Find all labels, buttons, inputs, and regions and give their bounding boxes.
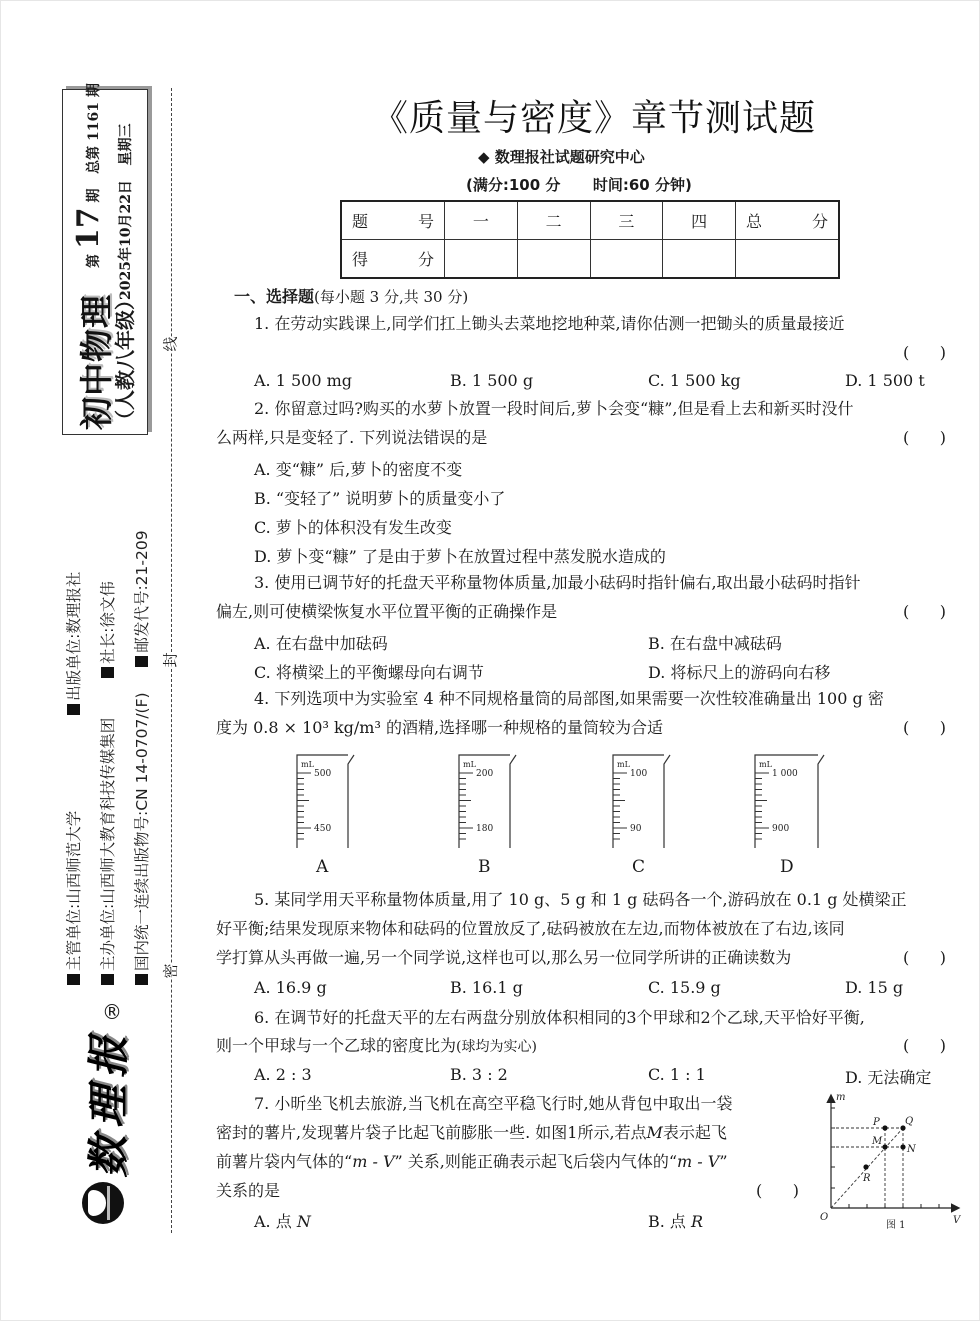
q7-option-b xyxy=(648,1209,703,1232)
question-5-line-3: 学打算从头再做一遍,另一个同学说,这样也可以,那么另一位同学所讲的正确读数为 xyxy=(216,948,792,967)
q5-option-b: B. 16.1 g xyxy=(450,978,523,997)
point-p xyxy=(882,1125,887,1130)
answer-blank-q5[interactable]: ( ) xyxy=(903,948,946,967)
info-column-1 xyxy=(62,572,84,985)
exam-time: 时间:60 分钟) xyxy=(592,176,692,194)
scale-top-value: 100 xyxy=(630,769,648,779)
info-postal-code: 邮发代号:21-209 xyxy=(133,530,151,653)
score-cell-part-1[interactable] xyxy=(445,240,518,279)
q6-option-d: D. 无法确定 xyxy=(845,1068,932,1087)
q1-option-a: A. 1 500 mg xyxy=(254,371,353,390)
q6-option-b: B. 3 : 2 xyxy=(450,1065,508,1084)
masthead-date xyxy=(115,123,135,300)
unit-label: mL xyxy=(301,760,314,769)
cylinder-a xyxy=(296,750,376,850)
label-char: 总 xyxy=(746,212,763,231)
masthead-issue xyxy=(71,83,106,268)
cylinder-d xyxy=(754,750,834,850)
scale-top-value: 1 000 xyxy=(772,769,798,779)
answer-blank-q7[interactable]: ( ) xyxy=(756,1181,799,1200)
label-char: 得 xyxy=(352,250,369,269)
label-n: N xyxy=(907,1144,916,1155)
cylinder-label-b: B xyxy=(478,857,491,877)
masthead-grade: （人教八年级） xyxy=(113,290,137,430)
label-char: 题 xyxy=(352,212,369,231)
cylinder-label-d: D xyxy=(780,857,794,877)
answer-blank-q2[interactable]: ( ) xyxy=(903,428,946,447)
x-axis-label: V xyxy=(953,1215,961,1226)
cylinder-label-c: C xyxy=(632,857,646,877)
question-6-line-2-text: 则一个甲球与一个乙球的密度比为 xyxy=(216,1036,457,1055)
total-issue: 总第 1161 期 xyxy=(86,83,102,174)
q2-option-b: B. “变轻了” 说明萝卜的质量变小了 xyxy=(254,489,506,508)
question-3-line-1: 3. 使用已调节好的托盘天平称量物体质量,加最小砝码时指针偏右,取出最小砝码时指针 xyxy=(254,573,861,592)
section-title-text: 一、选择题 xyxy=(234,287,315,306)
score-cell-part-2[interactable] xyxy=(517,240,590,279)
scale-top-value: 500 xyxy=(314,769,332,779)
q5-option-d: D. 15 g xyxy=(845,978,904,997)
q7-var-m: M xyxy=(646,1123,663,1142)
unit-label: mL xyxy=(617,760,630,769)
q1-option-d: D. 1 500 t xyxy=(845,371,925,390)
diamond-bullet-icon: ◆ xyxy=(478,148,490,166)
score-cell-part-3[interactable] xyxy=(590,240,663,279)
score-cell-part-4[interactable] xyxy=(663,240,736,279)
figure-1-mv-graph xyxy=(818,1090,968,1230)
label-char: 分 xyxy=(417,250,434,269)
seal-mark-line: 线 xyxy=(161,336,180,352)
header-cell-part-1: 一 xyxy=(445,201,518,240)
q2-option-c: C. 萝卜的体积没有发生改变 xyxy=(254,518,452,537)
label-char: 分 xyxy=(811,212,828,231)
registered-mark: ® xyxy=(102,1000,122,1024)
source-line xyxy=(478,146,645,167)
question-6-line-2 xyxy=(216,1036,537,1057)
score-table xyxy=(340,200,840,279)
label-char: 号 xyxy=(417,212,434,231)
answer-blank-q3[interactable]: ( ) xyxy=(903,602,946,621)
score-table-header-row xyxy=(341,201,839,240)
q2-option-a: A. 变“糠” 后,萝卜的密度不变 xyxy=(254,460,463,479)
q7-option-b-prefix: B. 点 xyxy=(648,1212,692,1231)
q1-option-c: C. 1 500 kg xyxy=(648,371,741,390)
cylinder-c xyxy=(612,750,692,850)
point-r xyxy=(863,1164,868,1169)
question-7-line-1: 7. 小昕坐飞机去旅游,当飞机在高空平稳飞行时,她从背包中取出一袋 xyxy=(254,1094,733,1113)
header-cell-part-2: 二 xyxy=(517,201,590,240)
info-column-2 xyxy=(96,581,118,985)
source-text: 数理报社试题研究中心 xyxy=(494,148,645,166)
q6-option-c: C. 1 : 1 xyxy=(648,1065,706,1084)
q3-option-a: A. 在右盘中加砝码 xyxy=(254,634,388,653)
full-score: (满分:100 分 xyxy=(466,176,561,194)
logo-emblem-icon xyxy=(82,1182,124,1224)
q2-option-d: D. 萝卜变“糠” 了是由于萝卜在放置过程中蒸发脱水造成的 xyxy=(254,547,666,566)
seal-mark-seal: 封 xyxy=(161,652,180,668)
answer-blank-q6[interactable]: ( ) xyxy=(903,1036,946,1055)
q3-option-b: B. 在右盘中减砝码 xyxy=(648,634,782,653)
question-5-line-2: 好平衡;结果发现原来物体和砝码的位置放反了,砝码被放在左边,而物体被放在了右边,该同 xyxy=(216,919,845,938)
issue-suffix: 期 xyxy=(86,188,102,203)
header-cell-question-number xyxy=(341,201,445,240)
q5-option-c: C. 15.9 g xyxy=(648,978,721,997)
q3-option-c: C. 将横梁上的平衡螺母向右调节 xyxy=(254,663,484,682)
exam-meta xyxy=(466,174,692,195)
point-m xyxy=(882,1144,887,1149)
seal-mark-secret: 密 xyxy=(161,963,180,979)
score-cell-total[interactable] xyxy=(736,240,840,279)
label-r: R xyxy=(863,1173,871,1184)
unit-label: mL xyxy=(463,760,476,769)
scale-bottom-value: 180 xyxy=(476,824,494,834)
info-publisher: 出版单位:数理报社 xyxy=(65,571,83,701)
masthead-title: 初中物理 xyxy=(77,294,116,430)
q7-option-a-var: N xyxy=(296,1212,311,1231)
publisher-logo xyxy=(72,1000,132,1225)
info-column-3 xyxy=(130,530,152,985)
q7-text: ” 关系,则能正确表示起飞后袋内气体的“ xyxy=(394,1152,678,1171)
point-n xyxy=(900,1144,905,1149)
question-7-line-4: 关系的是 xyxy=(216,1181,281,1200)
info-sponsor: 主办单位:山西师大教育科技传媒集团 xyxy=(99,717,117,971)
question-3-line-2: 偏左,则可使横梁恢复水平位置平衡的正确操作是 xyxy=(216,602,558,621)
header-cell-part-3: 三 xyxy=(590,201,663,240)
q7-option-b-var: R xyxy=(691,1212,704,1231)
question-2-line-2: 么两样,只是变轻了. 下列说法错误的是 xyxy=(216,428,488,447)
q7-option-a-prefix: A. 点 xyxy=(254,1212,297,1231)
cylinder-label-a: A xyxy=(316,857,329,877)
question-7-line-2 xyxy=(216,1123,727,1143)
label-q: Q xyxy=(905,1116,914,1127)
scale-top-value: 200 xyxy=(476,769,494,779)
origin-label: O xyxy=(820,1212,829,1223)
issue-prefix: 第 xyxy=(86,254,102,268)
issue-date: 2025年10月22日 xyxy=(118,180,134,300)
issue-number: 17 xyxy=(71,207,106,250)
logo-text: 数理报 xyxy=(84,1027,133,1178)
q7-mv: m - V xyxy=(677,1152,720,1171)
scale-bottom-value: 90 xyxy=(630,824,642,834)
issue-weekday: 星期三 xyxy=(118,123,134,166)
scale-bottom-value: 450 xyxy=(314,824,332,834)
page-title: 《质量与密度》章节测试题 xyxy=(372,98,817,139)
q7-text: 密封的薯片,发现薯片袋子比起飞前膨胀一些. 如图1所示,若点 xyxy=(216,1123,647,1142)
q1-option-b: B. 1 500 g xyxy=(450,371,534,390)
q7-text: ” xyxy=(719,1152,728,1171)
q6-option-a: A. 2 : 3 xyxy=(254,1065,312,1084)
question-6-line-1: 6. 在调节好的托盘天平的左右两盘分别放体积相同的3个甲球和2个乙球,天平恰好平衡, xyxy=(254,1008,865,1027)
score-table-score-row xyxy=(341,240,839,279)
question-4-line-1: 4. 下列选项中为实验室 4 种不同规格量筒的局部图,如果需要一次性较准确量出 100 g 密 xyxy=(254,689,884,708)
question-1-text: 1. 在劳动实践课上,同学们扛上锄头去菜地挖地种菜,请你估测一把锄头的质量最接近 xyxy=(254,314,845,333)
q3-option-d: D. 将标尺上的游码向右移 xyxy=(648,663,831,682)
answer-blank-q4[interactable]: ( ) xyxy=(903,718,946,737)
question-7-line-3 xyxy=(216,1152,728,1172)
header-cell-part-4: 四 xyxy=(663,201,736,240)
label-m: M xyxy=(872,1136,883,1147)
q7-text: 表示起飞 xyxy=(662,1123,727,1142)
info-supervisor: 主管单位:山西师范大学 xyxy=(65,810,83,971)
masthead-box xyxy=(62,83,148,435)
figure-caption: 图 1 xyxy=(886,1220,906,1230)
section-note: (每小题 3 分,共 30 分) xyxy=(314,288,469,306)
q7-text: 前薯片袋内气体的“ xyxy=(216,1152,353,1171)
q7-option-a xyxy=(254,1209,311,1232)
cylinder-b xyxy=(458,750,538,850)
answer-blank-q1[interactable]: ( ) xyxy=(903,343,946,362)
scale-bottom-value: 900 xyxy=(772,824,790,834)
info-issn: 国内统一连续出版物号:CN 14-0707/(F) xyxy=(133,692,151,971)
question-4-line-2: 度为 0.8 × 10³ kg/m³ 的酒精,选择哪一种规格的量筒较为合适 xyxy=(216,718,664,737)
info-president: 社长:徐文伟 xyxy=(99,581,117,664)
header-cell-total xyxy=(736,201,840,240)
unit-label: mL xyxy=(759,760,772,769)
y-axis-label: m xyxy=(836,1092,846,1103)
question-2-line-1: 2. 你留意过吗?购买的水萝卜放置一段时间后,萝卜会变“糠”,但是看上去和新买时没什 xyxy=(254,399,854,418)
section-title xyxy=(234,287,468,307)
q5-option-a: A. 16.9 g xyxy=(254,978,327,997)
label-p: P xyxy=(873,1117,880,1128)
q7-mv: m - V xyxy=(352,1152,395,1171)
question-6-note: (球均为实心) xyxy=(456,1039,537,1055)
score-row-label xyxy=(341,240,445,279)
question-5-line-1: 5. 某同学用天平称量物体质量,用了 10 g、5 g 和 1 g 砝码各一个,游码放在 0.1 g 处横梁正 xyxy=(254,890,907,909)
